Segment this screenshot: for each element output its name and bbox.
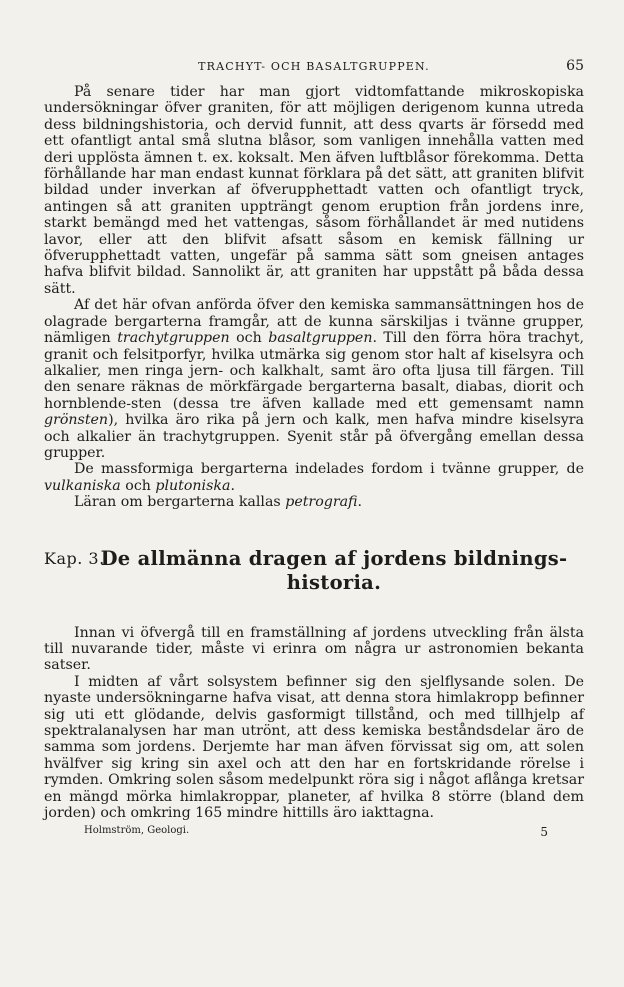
section-petrography [44,84,584,511]
footer-author: Holmström, Geologi. [84,825,190,837]
chapter-label: Kap. 3. [44,548,105,568]
paragraph-solar-system: I midten af vårt solsystem befinner sig den sjelflysande solen. De nyaste undersökningarne hafva visat, att denna stora himlakropp befinner sig uti ett glödande, delvis gasformigt tillstånd, och med tillhjelp af spektralanalysen har man utrönt, att dess kemiska beståndsdelar äro de samma som jordens. Derjemte har man äfven förvissat sig om, att solen hvälfver sig kring sin axel och att den har en fortskridande rörelse i rymden. Omkring solen såsom medelpunkt röra sig i något aflånga kretsar en mängd mörka himlakroppar, planeter, af hvilka 8 större (bland dem jorden) och omkring 165 mindre hittills äro iakttagna. [44,673,584,822]
paragraph-introduction: Innan vi öfvergå till en framställning af jordens utveckling från älsta till nuvarande tider, måste vi erinra om några ur astronomien bekanta satser. [44,624,584,674]
page-number: 65 [566,58,584,74]
running-head [44,58,584,74]
running-title: TRACHYT- OCH BASALTGRUPPEN. [198,60,430,73]
term-petrografi: petrografi [285,494,358,511]
signature-mark: 5 [540,825,548,840]
paragraph-classification: De massformiga bergarterna indelades fordom i tvänne grupper, de vulkaniska och plutoniska. [44,461,584,494]
page-footer [44,825,584,839]
term-plutoniska: plutoniska [155,477,231,494]
paragraph-petrografi: Läran om bergarterna kallas petrografi. [74,494,363,511]
paragraph-granite: På senare tider har man gjort vidtomfattande mikroskopiska undersökningar öfver graniten, för att möjligen derigenom kunna utreda dess bildningshistoria, och dervid funnit, att dess qvarts är försedd med ett ofantligt antal små slutna blåsor, som vanligen innehålla vatten med deri upplösta ämnen t. ex. koksalt. Men äfven luftblåsor förekomma. Detta förhållande har man endast kunnat förklara på det sätt, att graniten blifvit bildad under inverkan af öfverupphettadt vatten och ofantligt tryck, antingen så att graniten uppträngt genom eruption från jordens inre, starkt bemängd med het vattengas, såsom förhållandet är med nutidens lavor, eller att den blifvit afsatt såsom en kemisk fällning ur öfverupphettadt vatten, ungefär på samma sätt som gneisen antages hafva blifvit bildad. Sannolikt är, att graniten har uppstått på båda dessa sätt. [44,84,584,297]
chapter-title-line2: historia. [286,570,382,594]
chapter-heading [44,547,584,595]
term-basaltgruppen: basaltgruppen [268,330,373,347]
section-earth-history [44,625,584,822]
term-trachytgruppen: trachytgruppen [117,330,230,347]
paragraph-rock-groups: Af det här ofvan anförda öfver den kemiska sammansättningen hos de olagrade bergarterna framgår, att de kunna särskiljas i tvänne grupper, nämligen trachytgruppen och basaltgruppen. Till den förra höra trachyt, granit och felsitporfyr, hvilka utmärka sig genom stor halt af kiselsyra och alkalier, men ringa jern- och kalkhalt, samt äro ofta ljusa till färgen. Till den senare räknas de mörkfärgade bergarterna basalt, diabas, diorit och hornblende-sten (dessa tre äfven kallade med ett gemensamt namn grönsten), hvilka äro rika på jern och kalk, men hafva mindre kiselsyra och alkalier än trachytgruppen. Syenit står på öfvergång emellan dessa grupper. [44,297,584,461]
chapter-title-line1: De allmänna dragen af jordens bildnings- [100,546,568,570]
term-vulkaniska: vulkaniska [44,477,121,494]
term-gronsten: grönsten [44,412,109,429]
